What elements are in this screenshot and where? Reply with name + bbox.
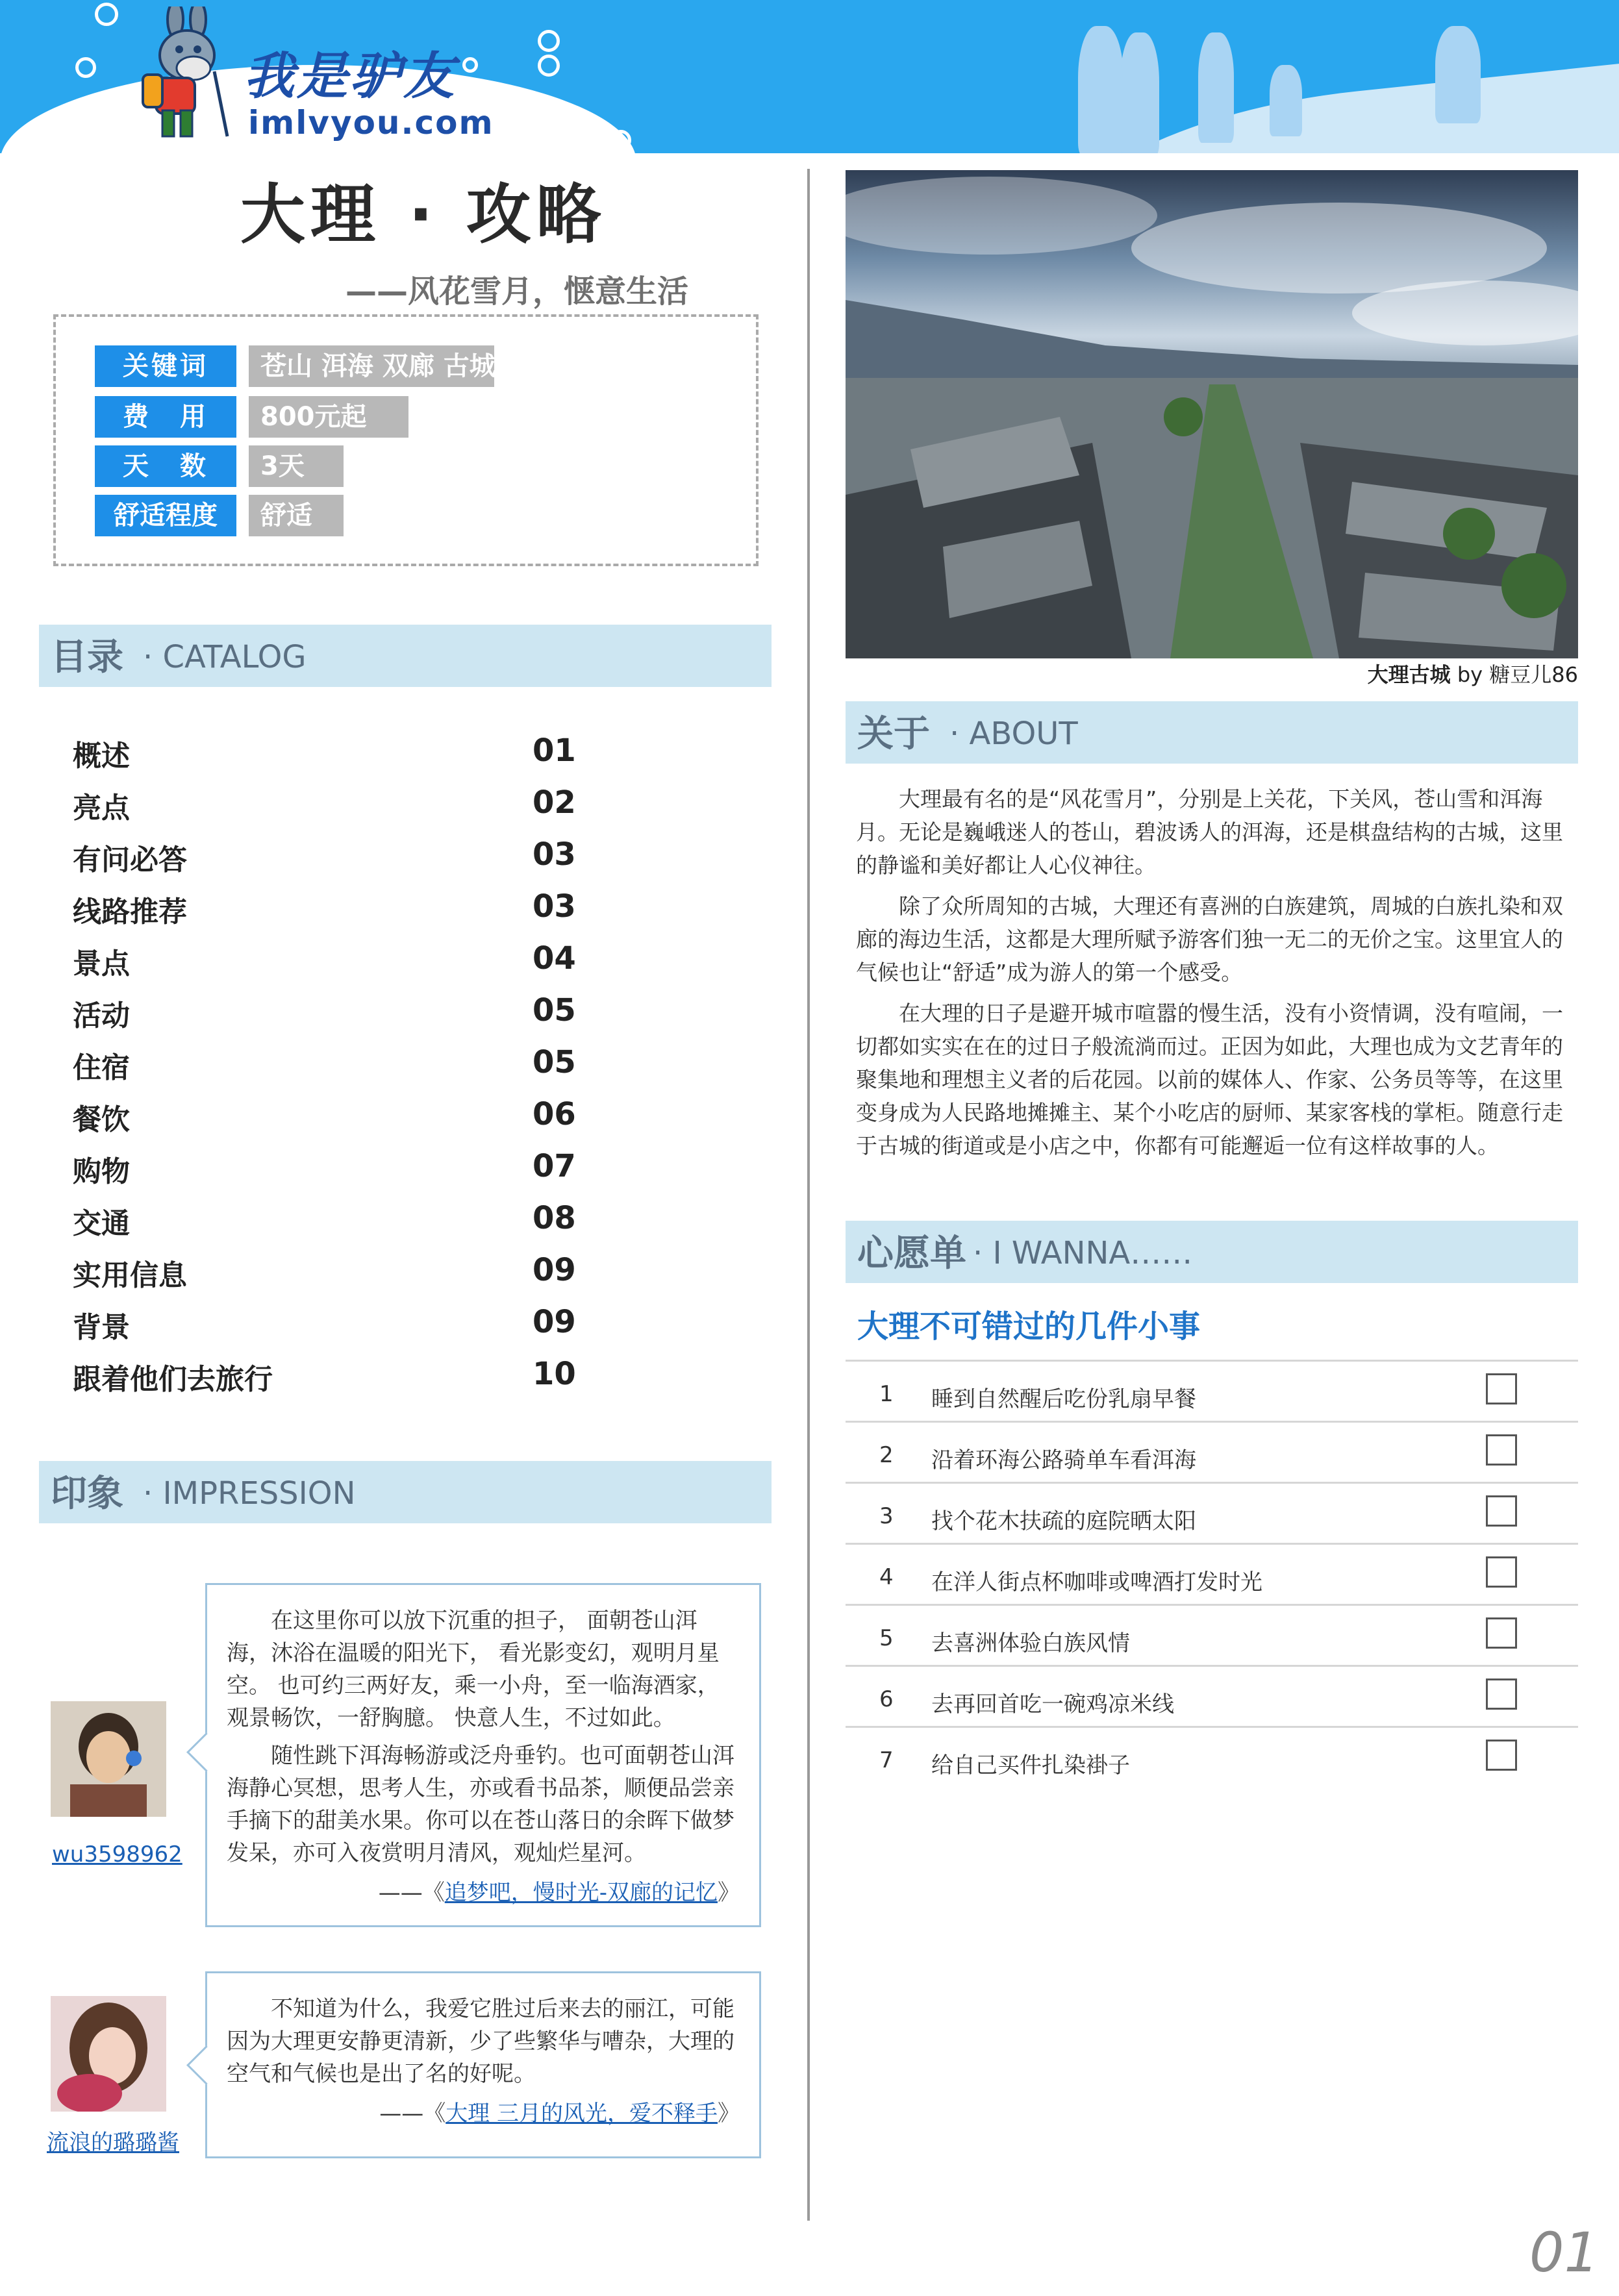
about-paragraph: 除了众所周知的古城，大理还有喜洲的白族建筑，周城的白族扎染和双廊的海边生活，这都是大理所赋予游客们独一无二的无价之宝。这里宜人的气候也让“舒适”成为游人的第一个感受。 [856,893,1563,985]
catalog-item-name: 跟着他们去旅行 [73,1363,273,1396]
catalog-item-name: 住宿 [73,1051,130,1084]
catalog-item[interactable] [73,1148,592,1193]
info-value-comfort: 舒适 [249,495,344,536]
catalog-item-name: 景点 [73,947,130,980]
hiker-silhouette [1435,26,1481,123]
wishlist-header [846,1221,1578,1283]
bubble-decoration [75,57,96,78]
bubble-decoration [538,55,560,77]
catalog-item[interactable] [73,1356,592,1401]
wish-number: 1 [879,1381,894,1407]
wish-number: 3 [879,1503,894,1529]
catalog-item-name: 线路推荐 [73,895,187,929]
wish-item [846,1421,1578,1484]
bubble-decoration [462,57,478,73]
quote-box [205,1583,761,1927]
wish-checkbox[interactable] [1486,1740,1517,1771]
wish-checkbox[interactable] [1486,1617,1517,1649]
wish-checkbox[interactable] [1486,1434,1517,1466]
quote-source-prefix: ——《 [378,1880,445,1906]
about-paragraph: 大理最有名的是“风花雪月”，分别是上关花，下关风，苍山雪和洱海月。无论是巍峨迷人的苍山，碧波诱人的洱海，还是棋盘结构的古城，这里的静谧和美好都让人心仪神往。 [856,786,1563,878]
wish-number: 2 [879,1442,894,1468]
page-subtitle: ——风花雪月，惬意生活 [345,273,689,310]
user-avatar[interactable] [51,1996,166,2112]
catalog-item-page: 07 [533,1148,576,1184]
catalog-item-name: 背景 [73,1311,130,1344]
wish-text: 沿着环海公路骑单车看洱海 [931,1447,1196,1473]
logo-title: 我是驴友 [244,47,457,106]
page-title: 大理 · 攻略 [240,177,607,253]
catalog-item-page: 05 [533,1044,576,1080]
bubble-decoration [95,3,118,26]
quote-source-suffix: 》 [718,1880,740,1906]
quote-box [205,1971,761,2158]
catalog-item-page: 03 [533,836,576,873]
catalog-item-name: 亮点 [73,792,130,825]
quote-notch [186,2045,226,2085]
catalog-item-name: 交通 [73,1207,130,1240]
catalog-item-page: 09 [533,1252,576,1288]
info-value-cost: 800元起 [249,396,408,438]
catalog-item[interactable] [73,888,592,934]
catalog-item-page: 08 [533,1200,576,1236]
catalog-item[interactable] [73,992,592,1038]
impression-header [39,1461,772,1523]
catalog-item-page: 04 [533,940,576,977]
wish-number: 4 [879,1564,894,1590]
catalog-item[interactable] [73,836,592,882]
wish-text: 去喜洲体验白族风情 [931,1630,1130,1656]
donkey-mascot-icon [130,6,240,143]
logo-url: imlvyou.com [248,104,494,142]
wishlist-title-en: · I WANNA…… [973,1235,1193,1271]
quote-source-prefix: ——《 [379,2101,446,2127]
info-value-keywords: 苍山 洱海 双廊 古城 [249,345,494,387]
catalog-item-name: 实用信息 [73,1259,187,1292]
info-value-days: 3天 [249,445,344,487]
catalog-item-page: 06 [533,1096,576,1132]
wish-number: 6 [879,1686,894,1712]
info-label-days: 天 数 [95,445,236,487]
catalog-item-name: 有问必答 [73,843,187,877]
about-header [846,701,1578,764]
info-label-keywords: 关键词 [95,345,236,387]
about-paragraph: 在大理的日子是避开城市喧嚣的慢生活，没有小资情调，没有喧闹，一切都如实实在在的过日子般流淌而过。正因为如此，大理也成为文艺青年的聚集地和理想主义者的后花园。以前的媒体人、作家、公务员等等，在这里变身成为人民路地摊摊主、某个小吃店的厨师、某家客栈的掌柜。随意行走于古城的街道或是小店之中，你都有可能邂逅一位有这样故事的人。 [856,1001,1563,1158]
catalog-item-page: 02 [533,784,576,821]
catalog-item-name: 活动 [73,999,130,1032]
catalog-item[interactable] [73,1044,592,1090]
catalog-header [39,625,772,687]
user-avatar[interactable] [51,1701,166,1817]
header-banner [0,0,1619,153]
quote-source [227,2095,740,2127]
about-title-zh: 关于 [857,713,930,755]
hiker-silhouette [1120,32,1159,153]
quote-notch [186,1732,226,1772]
hiker-silhouette [1198,32,1234,143]
catalog-item-page: 03 [533,888,576,925]
impression-title-en: · IMPRESSION [143,1475,356,1512]
catalog-item-page: 05 [533,992,576,1029]
info-label-cost: 费 用 [95,396,236,438]
quote-source-suffix: 》 [718,2101,740,2127]
catalog-item-name: 购物 [73,1155,130,1188]
catalog-item[interactable] [73,1096,592,1142]
quote-paragraph: 随性跳下洱海畅游或泛舟垂钓。也可面朝苍山洱海静心冥想，思考人生，亦或看书品茶，顺便品尝亲手摘下的甜美水果。你可以在苍山落日的余晖下做梦发呆，亦可入夜赏明月清风，观灿烂星河。 [227,1743,734,1866]
catalog-item[interactable] [73,784,592,830]
quote-paragraph: 不知道为什么，我爱它胜过后来去的丽江，可能因为大理更安静更清新，少了些繁华与嘈杂，大理的空气和气候也是出了名的好呢。 [227,1996,734,2087]
photo-illustration [846,170,1578,658]
quote-source-link[interactable]: 大理 三月的风光，爱不释手 [446,2101,718,2127]
catalog-title-zh: 目录 [51,636,123,679]
catalog-item-page: 09 [533,1304,576,1340]
wish-number: 7 [879,1747,894,1773]
catalog-item[interactable] [73,732,592,778]
catalog-item-name: 概述 [73,740,130,773]
wish-checkbox[interactable] [1486,1495,1517,1527]
photo-caption [1188,658,1578,688]
wishlist-subtitle: 大理不可错过的几件小事 [857,1308,1201,1345]
quote-source [227,1875,740,1906]
wish-checkbox[interactable] [1486,1678,1517,1710]
wish-item [846,1665,1578,1728]
wish-text: 给自己买件扎染褂子 [931,1753,1130,1778]
column-divider [807,169,810,2221]
wish-number: 5 [879,1625,894,1651]
catalog-item[interactable] [73,1200,592,1245]
wish-text: 在洋人街点杯咖啡或啤酒打发时光 [931,1569,1262,1595]
wish-text: 找个花木扶疏的庭院晒太阳 [931,1508,1196,1534]
catalog-item[interactable] [73,1304,592,1349]
user-link[interactable]: 流浪的璐璐酱 [47,2130,179,2156]
wish-item [846,1726,1578,1789]
wish-item [846,1360,1578,1423]
hiker-silhouette [1270,65,1302,136]
page-number: 01 [1529,2221,1599,2284]
catalog-item-name: 餐饮 [73,1103,130,1136]
about-text [856,782,1577,1170]
bubble-decoration [610,130,631,151]
wish-item [846,1604,1578,1667]
wish-text: 睡到自然醒后吃份乳扇早餐 [931,1386,1196,1412]
catalog-item-page: 10 [533,1356,576,1392]
hiker-silhouette [1078,26,1123,153]
wish-checkbox[interactable] [1486,1373,1517,1404]
quote-source-link[interactable]: 追梦吧，慢时光-双廊的记忆 [444,1880,718,1906]
wish-checkbox[interactable] [1486,1556,1517,1588]
info-box [53,314,759,566]
dali-old-town-photo [846,170,1578,658]
photo-caption-credit: by 糖豆儿86 [1450,662,1578,687]
wish-item [846,1482,1578,1545]
user-link[interactable]: wu3598962 [52,1841,182,1867]
catalog-item[interactable] [73,1252,592,1297]
about-title-en: · ABOUT [949,716,1078,752]
photo-caption-title: 大理古城 [1367,662,1451,687]
catalog-item-page: 01 [533,732,576,769]
catalog-title-en: · CATALOG [143,639,307,675]
wish-text: 去再回首吃一碗鸡凉米线 [931,1691,1174,1717]
wishlist-title-zh: 心愿单 [857,1232,966,1275]
impression-title-zh: 印象 [51,1473,123,1515]
quote-paragraph: 在这里你可以放下沉重的担子， 面朝苍山洱海，沐浴在温暖的阳光下， 看光影变幻，观明月星空。 也可约三两好友，乘一小舟，至一临海酒家， 观景畅饮，一舒胸臆。 快意人生，不过如此。 [227,1608,720,1731]
info-label-comfort: 舒适程度 [95,495,236,536]
bubble-decoration [538,30,560,52]
wish-item [846,1543,1578,1606]
catalog-item[interactable] [73,940,592,986]
